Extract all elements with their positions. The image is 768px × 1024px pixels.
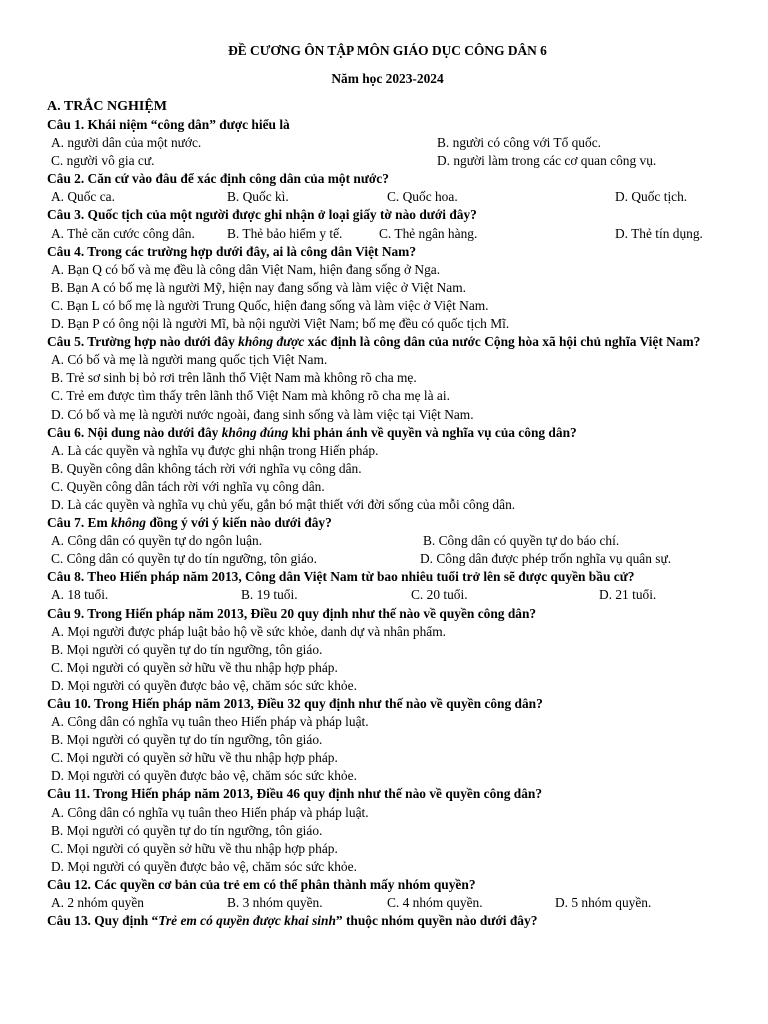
question-2: Câu 2. Căn cứ vào đâu để xác định công dân của một nước? bbox=[47, 171, 389, 187]
option-d: D. Có bố và mẹ là người nước ngoài, đang sinh sống và làm việc tại Việt Nam. bbox=[51, 406, 474, 422]
question-9: Câu 9. Trong Hiến pháp năm 2013, Điều 20 quy định như thế nào về quyền công dân? bbox=[47, 605, 537, 621]
option-c: C. Thẻ ngân hàng. bbox=[379, 225, 478, 241]
option-d: D. Mọi người có quyền được bảo vệ, chăm sóc sức khỏe. bbox=[51, 768, 357, 784]
option-c: C. Quyền công dân tách rời với nghĩa vụ công dân. bbox=[51, 478, 325, 494]
option-b: B. Mọi người có quyền tự do tín ngưỡng, tôn giáo. bbox=[51, 732, 323, 748]
question-7: Câu 7. Em không đồng ý với ý kiến nào dưới đây? bbox=[47, 515, 332, 531]
option-d: D. Quốc tịch. bbox=[615, 189, 688, 205]
option-b: B. Mọi người có quyền tự do tín ngưỡng, tôn giáo. bbox=[51, 822, 323, 838]
option-b: B. Quốc kì. bbox=[227, 189, 289, 205]
option-b: B. người có công với Tổ quốc. bbox=[437, 135, 601, 151]
option-b: B. Trẻ sơ sinh bị bỏ rơi trên lãnh thổ Việt Nam mà không rõ cha mẹ. bbox=[51, 370, 417, 386]
question-8: Câu 8. Theo Hiến pháp năm 2013, Công dân Việt Nam từ bao nhiêu tuổi trở lên sẽ được quyền bầu cử? bbox=[47, 569, 635, 585]
option-a: A. Thẻ căn cước công dân. bbox=[51, 225, 195, 241]
question-6: Câu 6. Nội dung nào dưới đây không đúng khi phản ánh về quyền và nghĩa vụ của công dân? bbox=[47, 424, 577, 440]
option-a: A. Quốc ca. bbox=[51, 189, 115, 205]
question-7-options-row-1 bbox=[47, 532, 728, 550]
option-a: A. Bạn Q có bố và mẹ đều là công dân Việt Nam, hiện đang sống ở Nga. bbox=[51, 261, 441, 277]
option-a: A. Công dân có nghĩa vụ tuân theo Hiến pháp và pháp luật. bbox=[51, 714, 369, 730]
option-a: A. Công dân có quyền tự do ngôn luận. bbox=[51, 533, 263, 549]
emphasis: không đúng bbox=[221, 424, 289, 440]
question-13: Câu 13. Quy định “Trẻ em có quyền được khai sinh” thuộc nhóm quyền nào dưới đây? bbox=[47, 913, 538, 929]
option-c: C. người vô gia cư. bbox=[51, 153, 155, 169]
question-7-options-row-2 bbox=[47, 550, 728, 568]
option-a: A. Có bố và mẹ là người mang quốc tịch Việt Nam. bbox=[51, 352, 328, 368]
option-b: B. Bạn A có bố mẹ là người Mỹ, hiện nay đang sống và làm việc ở Việt Nam. bbox=[51, 279, 466, 295]
option-c: C. Mọi người có quyền sở hữu về thu nhập hợp pháp. bbox=[51, 659, 338, 675]
option-c: C. Quốc hoa. bbox=[387, 189, 458, 205]
option-c: C. Mọi người có quyền sở hữu về thu nhập hợp pháp. bbox=[51, 750, 338, 766]
question-11: Câu 11. Trong Hiến pháp năm 2013, Điều 46 quy định như thế nào về quyền công dân? bbox=[47, 786, 543, 802]
question-5: Câu 5. Trường hợp nào dưới đây không được xác định là công dân của nước Cộng hòa xã hội chủ nghĩa Việt Nam? bbox=[47, 334, 701, 350]
option-d: D. người làm trong các cơ quan công vụ. bbox=[437, 153, 657, 169]
school-year: Năm học 2023-2024 bbox=[331, 71, 444, 86]
option-c: C. 4 nhóm quyền. bbox=[387, 895, 483, 911]
question-3: Câu 3. Quốc tịch của một người được ghi nhận ở loại giấy tờ nào dưới đây? bbox=[47, 207, 477, 223]
option-b: B. 3 nhóm quyền. bbox=[227, 895, 323, 911]
question-3-options bbox=[47, 225, 728, 243]
question-2-options bbox=[47, 188, 728, 206]
option-d: D. Thẻ tín dụng. bbox=[615, 225, 703, 241]
question-8-options bbox=[47, 586, 728, 604]
option-c: C. Công dân có quyền tự do tín ngưỡng, tôn giáo. bbox=[51, 551, 317, 567]
option-b: B. Công dân có quyền tự do báo chí. bbox=[423, 533, 620, 549]
question-1: Câu 1. Khái niệm “công dân” được hiểu là bbox=[47, 117, 290, 132]
option-c: C. Mọi người có quyền sở hữu về thu nhập hợp pháp. bbox=[51, 840, 338, 856]
option-c: C. Trẻ em được tìm thấy trên lãnh thổ Việt Nam mà không rõ cha mẹ là ai. bbox=[51, 388, 450, 404]
option-d: D. 5 nhóm quyền. bbox=[555, 895, 652, 911]
section-heading-multiple-choice: A. TRẮC NGHIỆM bbox=[47, 99, 167, 114]
option-d: D. Bạn P có ông nội là người Mĩ, bà nội người Việt Nam; bố mẹ đều có quốc tịch Mĩ. bbox=[51, 316, 510, 332]
emphasis: Trẻ em có quyền được khai sinh bbox=[158, 913, 336, 929]
question-12-options bbox=[47, 894, 728, 912]
emphasis: không bbox=[111, 515, 146, 531]
document-title: ĐỀ CƯƠNG ÔN TẬP MÔN GIÁO DỤC CÔNG DÂN 6 bbox=[228, 43, 547, 58]
option-a: A. Công dân có nghĩa vụ tuân theo Hiến pháp và pháp luật. bbox=[51, 804, 369, 820]
option-d: D. Công dân được phép trốn nghĩa vụ quân sự. bbox=[420, 551, 672, 567]
question-1-options-row-2 bbox=[47, 152, 728, 170]
option-b: B. Thẻ bảo hiểm y tế. bbox=[227, 225, 343, 241]
question-1-options-row-1 bbox=[47, 134, 728, 152]
question-4: Câu 4. Trong các trường hợp dưới đây, ai là công dân Việt Nam? bbox=[47, 243, 417, 259]
option-d: D. 21 tuổi. bbox=[599, 587, 657, 603]
option-c: C. 20 tuổi. bbox=[411, 587, 468, 603]
option-a: A. Là các quyền và nghĩa vụ được ghi nhận trong Hiến pháp. bbox=[51, 442, 379, 458]
option-c: C. Bạn L có bố mẹ là người Trung Quốc, hiện đang sống và làm việc ở Việt Nam. bbox=[51, 297, 489, 313]
option-a: A. 2 nhóm quyền bbox=[51, 895, 144, 911]
emphasis: không được bbox=[238, 334, 305, 350]
option-d: D. Là các quyền và nghĩa vụ chủ yếu, gắn bó mật thiết với đời sống của mỗi công dân. bbox=[51, 496, 516, 512]
option-b: B. Mọi người có quyền tự do tín ngưỡng, tôn giáo. bbox=[51, 641, 323, 657]
option-d: D. Mọi người có quyền được bảo vệ, chăm sóc sức khỏe. bbox=[51, 677, 357, 693]
option-b: B. 19 tuổi. bbox=[241, 587, 298, 603]
option-d: D. Mọi người có quyền được bảo vệ, chăm sóc sức khỏe. bbox=[51, 858, 357, 874]
question-10: Câu 10. Trong Hiến pháp năm 2013, Điều 32 quy định như thế nào về quyền công dân? bbox=[47, 696, 543, 711]
option-b: B. Quyền công dân không tách rời với nghĩa vụ công dân. bbox=[51, 460, 362, 476]
option-a: A. 18 tuổi. bbox=[51, 587, 109, 603]
option-a: A. Mọi người được pháp luật bảo hộ về sức khỏe, danh dự và nhân phẩm. bbox=[51, 623, 446, 639]
option-a: A. người dân của một nước. bbox=[51, 135, 202, 151]
question-12: Câu 12. Các quyền cơ bản của trẻ em có thể phân thành mấy nhóm quyền? bbox=[47, 876, 476, 892]
